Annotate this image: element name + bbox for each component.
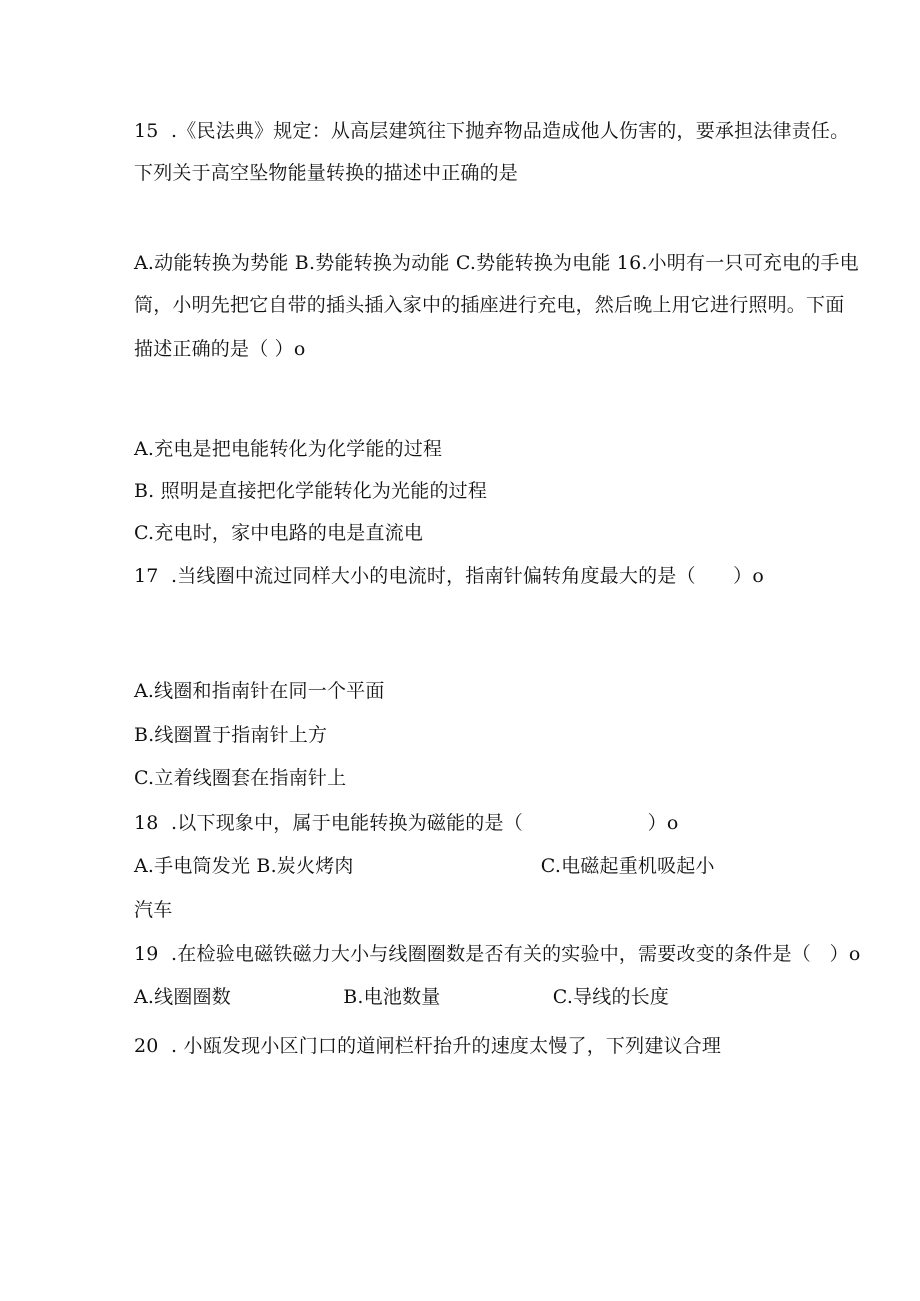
q16-option-b: B. 照明是直接把化学能转化为光能的过程 (134, 480, 488, 502)
q18-stem: 18 .以下现象中，属于电能转换为磁能的是（ ）o (134, 812, 679, 834)
q18-options-wrap: 汽车 (134, 899, 173, 921)
q16-option-c: C.充电时，家中电路的电是直流电 (134, 522, 424, 544)
q17-option-b: B.线圈置于指南针上方 (134, 724, 328, 746)
q17-stem: 17 .当线圈中流过同样大小的电流时，指南针偏转角度最大的是（ ）o (134, 565, 764, 587)
q17-option-a: A.线圈和指南针在同一个平面 (134, 680, 385, 702)
q15-line-1: 15 .《民法典》规定：从高层建筑往下抛弃物品造成他人伤害的，要承担法律责任。 (134, 120, 850, 142)
q20-stem: 20 . 小瓯发现小区门口的道闸栏杆抬升的速度太慢了，下列建议合理 (134, 1035, 722, 1057)
q16-line-2: 筒，小明先把它自带的插头插入家中的插座进行充电，然后晚上用它进行照明。下面 (134, 294, 845, 316)
q16-line-3: 描述正确的是（ ）o (134, 338, 306, 360)
q15-options-q16-line-1: A.动能转换为势能 B.势能转换为动能 C.势能转换为电能 16.小明有一只可充电的手电 (134, 252, 859, 274)
q15-line-2: 下列关于高空坠物能量转换的描述中正确的是 (134, 162, 519, 184)
q18-options: A.手电筒发光 B.炭火烤肉 C.电磁起重机吸起小 (134, 855, 715, 877)
q17-option-c: C.立着线圈套在指南针上 (134, 767, 347, 789)
q19-stem: 19 .在检验电磁铁磁力大小与线圈圈数是否有关的实验中，需要改变的条件是（ ）o (134, 943, 861, 965)
q16-option-a: A.充电是把电能转化为化学能的过程 (134, 438, 443, 460)
q19-options: A.线圈圈数 B.电池数量 C.导线的长度 (134, 986, 670, 1008)
